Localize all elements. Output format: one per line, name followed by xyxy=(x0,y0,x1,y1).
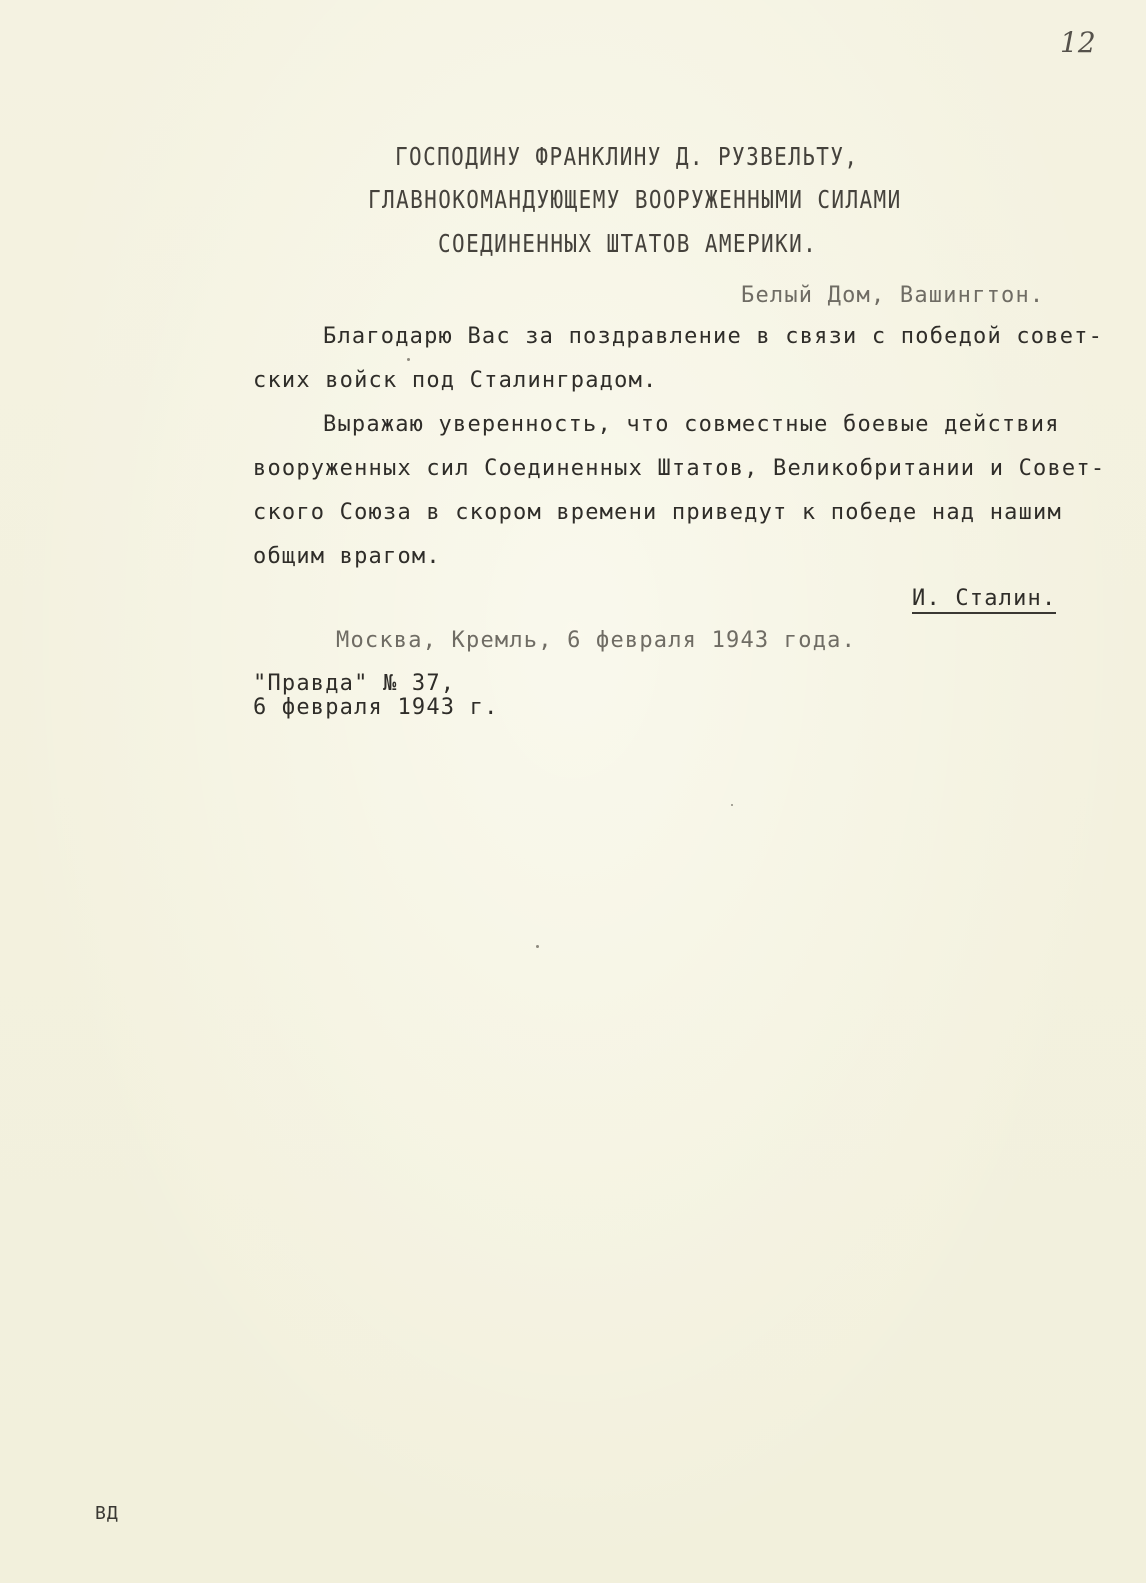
heading-line-1: ГОСПОДИНУ ФРАНКЛИНУ Д. РУЗВЕЛЬТУ, xyxy=(395,142,859,171)
address-line: Белый Дом, Вашингтон. xyxy=(741,283,1045,308)
paper-speck xyxy=(731,804,733,806)
place-date-line: Москва, Кремль, 6 февраля 1943 года. xyxy=(336,628,857,653)
paper-speck xyxy=(407,358,410,361)
footer-mark: ВД xyxy=(95,1503,119,1524)
archive-page-number: 12 xyxy=(1060,26,1096,59)
heading-line-2: ГЛАВНОКОМАНДУЮЩЕМУ ВООРУЖЕННЫМИ СИЛАМИ xyxy=(368,185,902,214)
source-line-1: "Правда" № 37, xyxy=(253,671,456,696)
paper-speck xyxy=(536,945,539,948)
body-p1-line-2: ских войск под Сталинградом. xyxy=(253,368,658,393)
body-p2-line-2: вооруженных сил Соединенных Штатов, Великобритании и Совет- xyxy=(253,456,1106,481)
signature-line: И. Сталин. xyxy=(912,588,1056,614)
body-p2-line-4: общим врагом. xyxy=(253,544,441,569)
body-p2-line-1: Выражаю уверенность, что совместные боевые действия xyxy=(323,412,1060,437)
source-line-2: 6 февраля 1943 г. xyxy=(253,695,499,720)
body-p1-line-1: Благодарю Вас за поздравление в связи с победой совет- xyxy=(323,324,1104,349)
body-p2-line-3: ского Союза в скором времени приведут к победе над нашим xyxy=(253,500,1062,525)
heading-line-3: СОЕДИНЕННЫХ ШТАТОВ АМЕРИКИ. xyxy=(438,229,818,258)
